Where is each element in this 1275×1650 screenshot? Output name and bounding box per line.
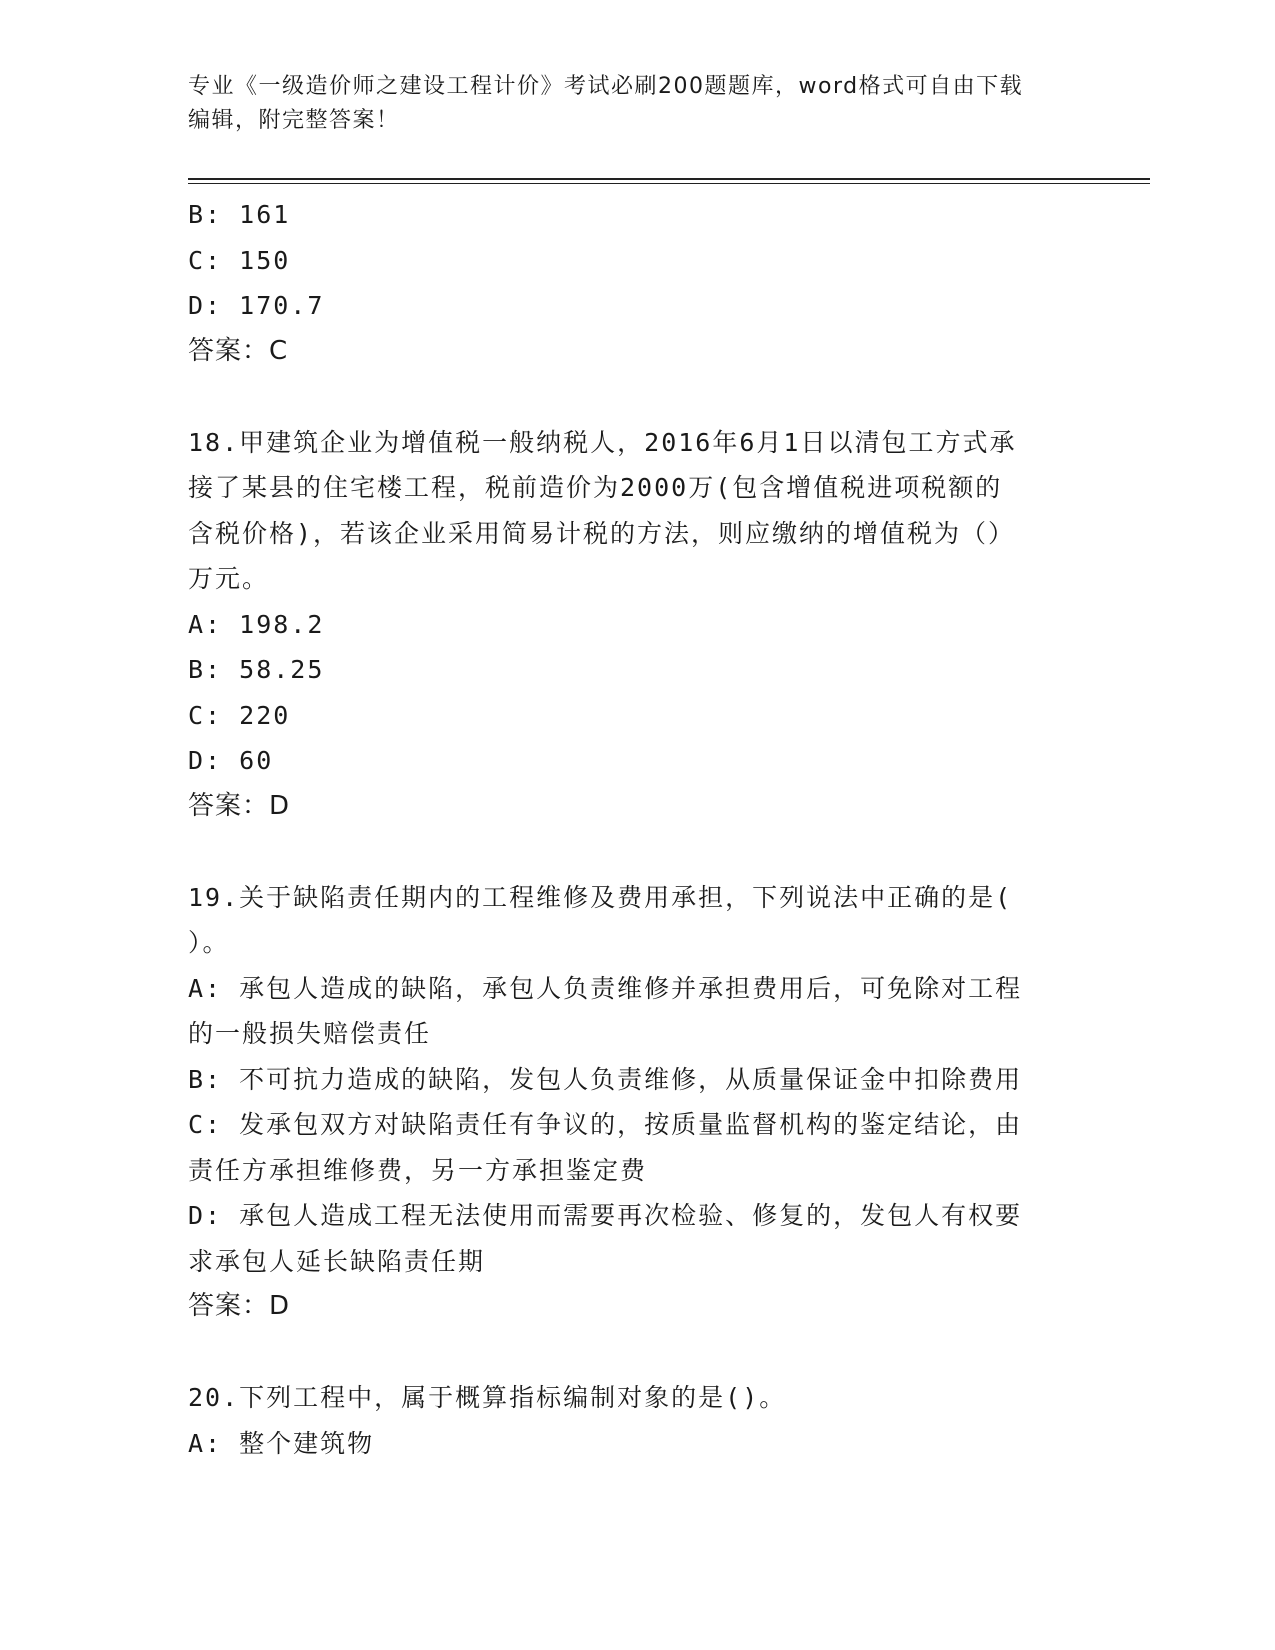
option-a-continued: 的一般损失赔偿责任 bbox=[188, 1019, 432, 1048]
question-20 bbox=[188, 1375, 1088, 1466]
question-19 bbox=[188, 875, 1088, 1330]
document-body bbox=[188, 192, 1088, 1466]
option-c: C: 发承包双方对缺陷责任有争议的，按质量监督机构的鉴定结论，由 bbox=[188, 1110, 1023, 1139]
option-c: C: 150 bbox=[188, 245, 291, 275]
spacer bbox=[188, 829, 1088, 875]
option-c: C: 220 bbox=[188, 700, 291, 730]
option-d: D: 170.7 bbox=[188, 291, 325, 320]
question-text-line: 20.下列工程中，属于概算指标编制对象的是()。 bbox=[188, 1383, 787, 1412]
answer: 答案：D bbox=[188, 1291, 291, 1321]
question-text-line: 含税价格)，若该企业采用简易计税的方法，则应缴纳的增值税为（） bbox=[188, 518, 1016, 548]
option-a: A: 整个建筑物 bbox=[188, 1428, 375, 1458]
question-text-line: 接了某县的住宅楼工程，税前造价为2000万(包含增值税进项税额的 bbox=[188, 473, 1003, 502]
option-c-continued: 责任方承担维修费，另一方承担鉴定费 bbox=[188, 1155, 648, 1185]
option-b: B: 161 bbox=[188, 200, 291, 229]
option-d-continued: 求承包人延长缺陷责任期 bbox=[188, 1246, 486, 1276]
question-text-line: 19.关于缺陷责任期内的工程维修及费用承担，下列说法中正确的是( bbox=[188, 882, 1013, 912]
question-text-line: ）。 bbox=[188, 928, 230, 957]
spacer bbox=[188, 374, 1088, 420]
answer: 答案：D bbox=[188, 790, 291, 821]
option-b: B: 58.25 bbox=[188, 655, 325, 684]
option-b: B: 不可抗力造成的缺陷，发包人负责维修，从质量保证金中扣除费用 bbox=[188, 1064, 1023, 1094]
option-d: D: 承包人造成工程无法使用而需要再次检验、修复的，发包人有权要 bbox=[188, 1201, 1023, 1230]
header-title-line-2: 编辑，附完整答案！ bbox=[188, 108, 400, 133]
option-d: D: 60 bbox=[188, 746, 274, 775]
document-header bbox=[188, 70, 1088, 138]
header-title-line-1: 专业《一级造价师之建设工程计价》考试必刷200题题库，word格式可自由下载 bbox=[188, 74, 1024, 99]
answer: 答案：C bbox=[188, 335, 289, 366]
question-text-line: 万元。 bbox=[188, 564, 270, 593]
spacer bbox=[188, 1330, 1088, 1376]
header-divider bbox=[188, 178, 1150, 184]
option-a: A: 198.2 bbox=[188, 609, 325, 639]
question-17-tail bbox=[188, 192, 1088, 374]
question-text-line: 18.甲建筑企业为增值税一般纳税人，2016年6月1日以清包工方式承 bbox=[188, 427, 1017, 457]
question-18 bbox=[188, 420, 1088, 830]
option-a: A: 承包人造成的缺陷，承包人负责维修并承担费用后，可免除对工程 bbox=[188, 973, 1023, 1003]
